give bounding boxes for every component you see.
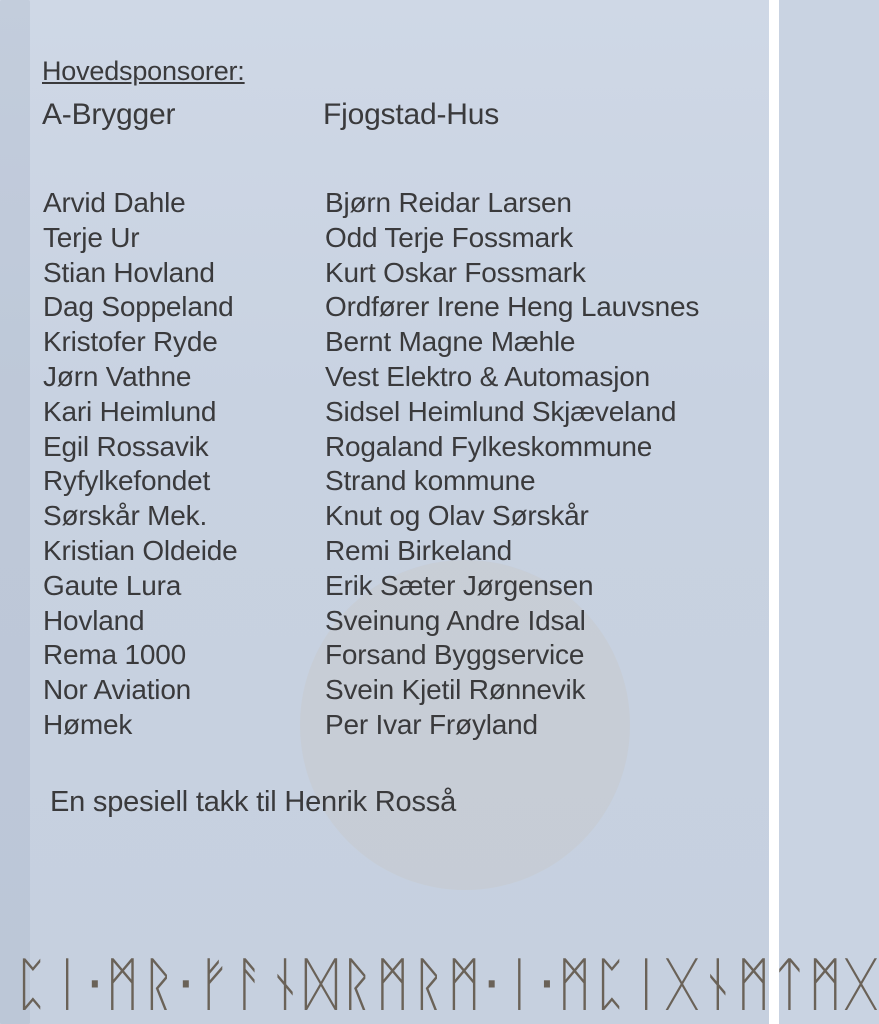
list-item: Hovland: [43, 604, 145, 636]
list-item: Svein Kjetil Rønnevik: [325, 674, 586, 706]
sponsors-heading: Hovedsponsorer:: [42, 56, 245, 86]
list-item: Terje Ur: [43, 221, 140, 253]
list-item: Erik Sæter Jørgensen: [325, 569, 594, 601]
list-item: Bjørn Reidar Larsen: [325, 187, 572, 218]
list-item: Arvid Dahle: [43, 187, 186, 218]
list-item: Hømek: [43, 708, 133, 740]
sponsor-list-left: [43, 186, 313, 743]
list-item: Kurt Oskar Fossmark: [325, 256, 586, 288]
list-item: Rema 1000: [43, 639, 186, 671]
list-item: Kristofer Ryde: [43, 326, 218, 358]
list-item: Knut og Olav Sørskår: [325, 500, 589, 532]
list-item: Dag Soppeland: [43, 291, 234, 323]
list-item: Ryfylkefondet: [43, 465, 211, 497]
list-item: Ordfører Irene Heng Lauvsnes: [325, 291, 700, 323]
list-item: Sveinung Andre Idsal: [325, 604, 586, 636]
list-item: Forsand Byggservice: [325, 639, 585, 671]
list-item: Rogaland Fylkeskommune: [325, 430, 653, 462]
list-item: Jørn Vathne: [43, 360, 192, 392]
list-item: Sidsel Heimlund Skjæveland: [325, 395, 677, 427]
left-margin-bleed: [0, 0, 30, 1024]
sponsor-list-right: [325, 186, 765, 743]
list-item: Stian Hovland: [43, 256, 215, 288]
list-item: Vest Elektro & Automasjon: [325, 360, 650, 392]
page-edge: [769, 0, 779, 1024]
list-item: Bernt Magne Mæhle: [325, 326, 576, 358]
list-item: Nor Aviation: [43, 674, 192, 706]
list-item: Kari Heimlund: [43, 395, 217, 427]
special-thanks: En spesiell takk til Henrik Rosså: [50, 786, 456, 818]
list-item: Egil Rossavik: [43, 430, 209, 462]
list-item: Kristian Oldeide: [43, 534, 238, 566]
list-item: Gaute Lura: [43, 569, 182, 601]
main-sponsor-2: Fjogstad-Hus: [323, 98, 500, 131]
list-item: Per Ivar Frøyland: [325, 708, 538, 740]
main-sponsor-1: A-Brygger: [42, 98, 176, 131]
list-item: Odd Terje Fossmark: [325, 221, 573, 253]
list-item: Sørskår Mek.: [43, 500, 208, 532]
rune-inscription: ᛈᛁ·ᛗᚱ·ᚠᚨᚾᛞᚱᛗᚱᛗ·ᛁ·ᛗᛈᛁᚷᚾᛗᛏᛗᚷ: [14, 950, 879, 1018]
list-item: Strand kommune: [325, 465, 536, 497]
list-item: Remi Birkeland: [325, 534, 513, 566]
